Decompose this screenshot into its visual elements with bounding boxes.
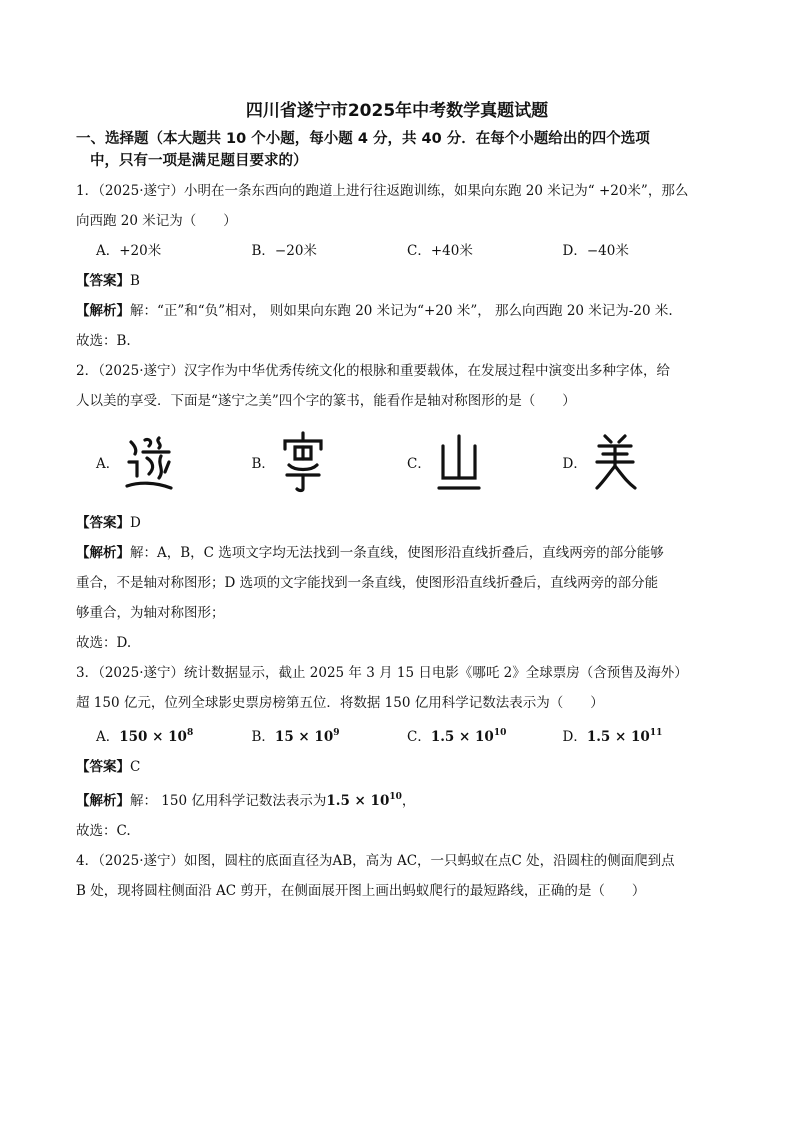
q3-analysis xyxy=(76,782,718,816)
seal-sui-icon xyxy=(125,432,173,492)
q1-stem-line1: 1．（2025·遂宁）小明在一条东西向的跑道上进行往返跑训练，如果向东跑 20 米记为“ +20米”，那么 xyxy=(76,183,689,199)
q2-analysis-line2: 重合，不是轴对称图形；D 选项的文字能找到一条直线，使图形沿直线折叠后，直线两旁的部分能 xyxy=(76,575,659,591)
q1-answer-label: 【答案】 xyxy=(76,273,130,289)
q2-option-c xyxy=(407,432,563,492)
question-3 xyxy=(76,658,718,846)
q3-conclusion: 故选：C. xyxy=(76,823,131,839)
q3-option-d-prefix: D． xyxy=(562,729,587,745)
q2-analysis-line3: 够重合，为轴对称图形； xyxy=(76,605,225,621)
q2-option-b-label: B． xyxy=(251,456,275,472)
q2-option-c-label: C． xyxy=(407,456,431,472)
q3-option-a-base: 150 × 10 xyxy=(119,729,187,745)
q2-analysis-label: 【解析】 xyxy=(76,545,130,561)
q3-analysis-suffix: ， xyxy=(401,793,416,809)
q3-analysis-prefix: 解： 150 亿用科学记数法表示为 xyxy=(130,793,327,809)
seal-ning-icon xyxy=(281,431,325,493)
q2-option-b xyxy=(252,431,408,493)
q1-option-d: D．−40米 xyxy=(562,243,629,259)
q1-conclusion: 故选：B. xyxy=(76,333,131,349)
q3-option-a-exp: 8 xyxy=(186,728,194,738)
q2-stem-line2: 人以美的享受．下面是“遂宁之美”四个字的篆书，能看作是轴对称图形的是（ ） xyxy=(76,393,576,409)
q1-option-a: A．+20米 xyxy=(96,243,162,259)
question-4 xyxy=(76,846,718,906)
question-1 xyxy=(76,176,718,356)
q3-answer-value: C xyxy=(130,759,141,775)
page-title: 四川省遂宁市2025年中考数学真题试题 xyxy=(245,101,549,121)
q2-answer-value: D xyxy=(130,515,141,531)
q2-answer-label: 【答案】 xyxy=(76,515,130,531)
q3-option-b-exp: 9 xyxy=(333,728,340,738)
q3-analysis-exp: 10 xyxy=(389,792,402,802)
q2-analysis xyxy=(76,538,718,568)
q3-option-c-exp: 10 xyxy=(493,728,507,738)
q3-stem-line1: 3．（2025·遂宁）统计数据显示，截止 2025 年 3 月 15 日电影《哪吒 2》全球票房（含预售及海外） xyxy=(76,665,688,681)
q2-option-d xyxy=(563,432,719,492)
q3-options xyxy=(76,718,718,752)
q2-option-d-label: D． xyxy=(562,456,587,472)
q1-option-c: C．+40米 xyxy=(407,243,473,259)
q3-option-d-exp: 11 xyxy=(649,728,663,738)
q1-answer xyxy=(76,266,718,296)
seal-zhi-icon xyxy=(437,432,481,492)
q2-stem-line1: 2．（2025·遂宁）汉字作为中华优秀传统文化的根脉和重要载体，在发展过程中演变出多种字体，给 xyxy=(76,363,670,379)
q2-option-a-label: A． xyxy=(96,456,120,472)
q3-option-b xyxy=(252,718,408,752)
q1-answer-value: B xyxy=(130,273,140,289)
section-heading xyxy=(76,128,718,172)
q2-options xyxy=(76,416,718,508)
q3-option-a xyxy=(96,718,252,752)
seal-mei-icon xyxy=(593,432,637,492)
q1-options xyxy=(76,236,718,266)
q1-analysis-text: 解：“正”和“负”相对， 则如果向东跑 20 米记为“+20 米”， 那么向西跑 20 米记为-20 米. xyxy=(130,303,673,319)
q3-option-b-prefix: B． xyxy=(251,729,275,745)
q1-option-b: B．−20米 xyxy=(251,243,317,259)
exam-page xyxy=(76,98,718,906)
q2-analysis-line1: 解：A，B，C 选项文字均无法找到一条直线，使图形沿直线折叠后，直线两旁的部分能够 xyxy=(130,545,664,561)
q2-option-a xyxy=(96,432,252,492)
q2-conclusion: 故选：D. xyxy=(76,635,132,651)
q3-stem-line2: 超 150 亿元，位列全球影史票房榜第五位．将数据 150 亿用科学记数法表示为（ ） xyxy=(76,695,604,711)
q3-option-a-prefix: A． xyxy=(96,729,120,745)
q4-stem-line1: 4．（2025·遂宁）如图，圆柱的底面直径为AB，高为 AC，一只蚂蚁在点C 处，沿圆柱的侧面爬到点 xyxy=(76,853,675,869)
question-2 xyxy=(76,356,718,658)
q3-analysis-label: 【解析】 xyxy=(76,793,130,809)
q3-option-d-base: 1.5 × 10 xyxy=(586,729,650,745)
q1-analysis-label: 【解析】 xyxy=(76,303,130,319)
q3-option-c xyxy=(407,718,563,752)
section-heading-line2: 中，只有一项是满足题目要求的） xyxy=(90,153,308,169)
q1-analysis xyxy=(76,296,718,326)
section-heading-line1: 一、选择题（本大题共 10 个小题，每小题 4 分，共 40 分．在每个小题给出的四个选项 xyxy=(76,131,650,147)
q3-option-c-base: 1.5 × 10 xyxy=(430,729,494,745)
q3-option-d xyxy=(563,718,719,752)
q4-stem-line2: B 处，现将圆柱侧面沿 AC 剪开，在侧面展开图上画出蚂蚁爬行的最短路线，正确的是（ ） xyxy=(76,883,646,899)
q3-answer xyxy=(76,752,718,782)
q3-answer-label: 【答案】 xyxy=(76,759,130,775)
q3-option-c-prefix: C． xyxy=(407,729,431,745)
q1-stem-line2: 向西跑 20 米记为（ ） xyxy=(76,213,237,229)
q3-option-b-base: 15 × 10 xyxy=(274,729,334,745)
q3-analysis-base: 1.5 × 10 xyxy=(326,793,390,809)
q2-answer xyxy=(76,508,718,538)
